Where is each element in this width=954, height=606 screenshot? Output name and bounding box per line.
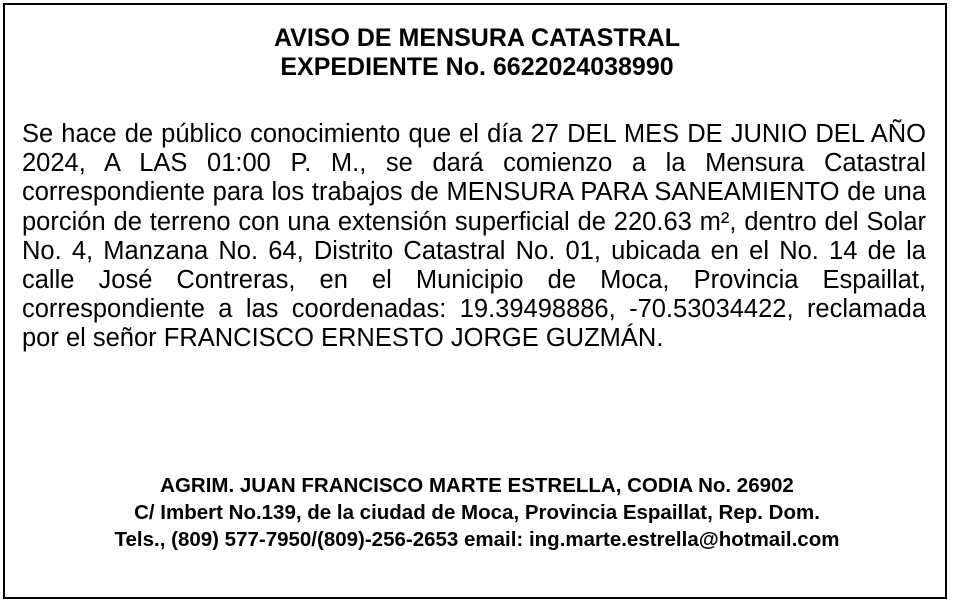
notice-title: AVISO DE MENSURA CATASTRAL — [273, 24, 681, 52]
notice-heading — [0, 24, 954, 82]
surveyor-signature — [0, 472, 954, 553]
notice-body: Se hace de público conocimiento que el día 27 DEL MES DE JUNIO DEL AÑO 2024, A LAS 01:00 P. M., se dará comienzo a la Mensura Catastral correspondiente para los trabajos de MENSURA PARA SANEAMIENTO de una porción de terreno con una extensión superficial de 220.63 m², dentro del Solar No. 4, Manzana No. 64, Distrito Catastral No. 01, ubicada en el No. 14 de la calle José Contreras, en el Municipio de Moca, Provincia Espaillat, correspondiente a las coordenadas: 19.39498886, -70.53034422, reclamada por el señor FRANCISCO ERNESTO JORGE GUZMÁN. — [22, 120, 926, 353]
surveyor-contact: Tels., (809) 577-7950/(809)-256-2653 email: ing.marte.estrella@hotmail.com — [114, 528, 840, 551]
surveyor-address: C/ Imbert No.139, de la ciudad de Moca, Provincia Espaillat, Rep. Dom. — [134, 501, 820, 524]
expediente-number: EXPEDIENTE No. 6622024038990 — [280, 53, 674, 81]
surveyor-name: AGRIM. JUAN FRANCISCO MARTE ESTRELLA, CODIA No. 26902 — [160, 474, 794, 497]
